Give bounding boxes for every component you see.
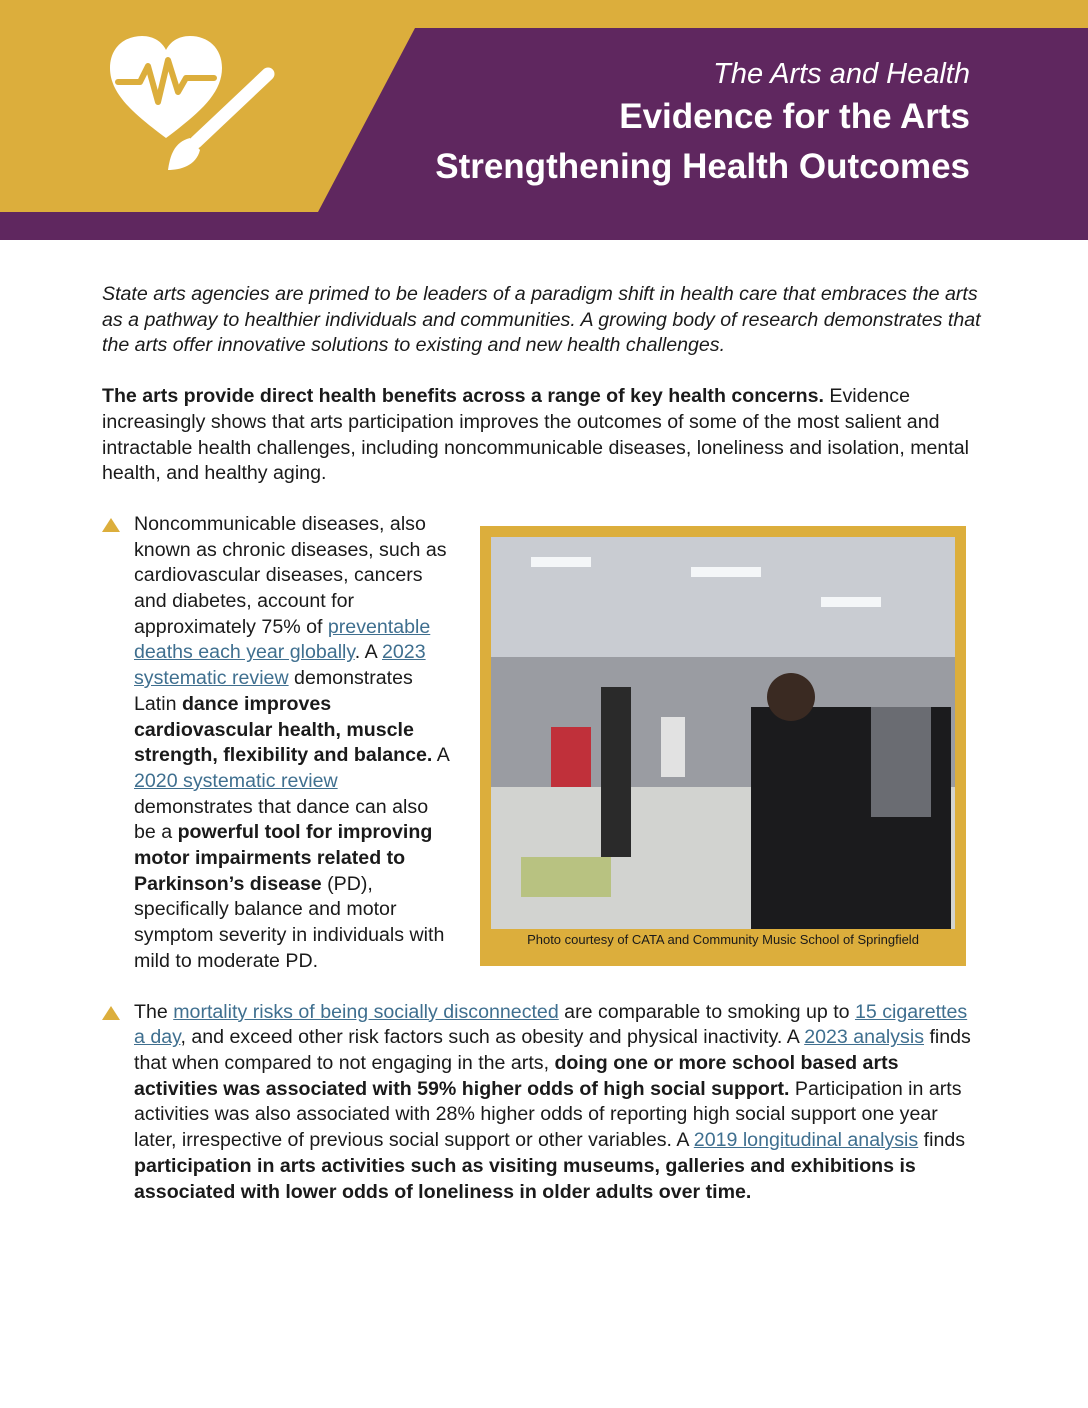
link-2023-systematic-review[interactable]: 2023 systematic review bbox=[134, 641, 426, 690]
bullet2-bold: doing one or more school based arts activities was associated with 59% higher odds of high social support. bbox=[134, 1051, 899, 1100]
bullet2-text: The bbox=[134, 1000, 174, 1023]
list-item bbox=[102, 512, 982, 975]
bullet2-text: , and exceed other risk factors such as obesity and physical inactivity. A bbox=[180, 1026, 805, 1049]
link-preventable-deaths[interactable]: preventable deaths each year globally bbox=[134, 615, 431, 664]
header-titles bbox=[435, 56, 970, 192]
bullet2-text: finds that when compared to not engaging in the arts, bbox=[134, 1026, 971, 1074]
link-2023-analysis[interactable]: 2023 analysis bbox=[804, 1026, 925, 1049]
bullet1-text: (PD), specifically balance and motor symptom severity in individuals with mild to moderate PD. bbox=[134, 872, 445, 972]
bullet2-text: finds bbox=[918, 1129, 966, 1152]
triangle-bullet-icon bbox=[102, 518, 120, 532]
photo-caption: Photo courtesy of CATA and Community Music School of Springfield bbox=[527, 932, 919, 948]
list-item bbox=[102, 1000, 982, 1206]
bullet1-text: demonstrates Latin bbox=[134, 667, 413, 715]
triangle-bullet-icon bbox=[102, 1006, 120, 1020]
lead-paragraph bbox=[102, 384, 982, 487]
lead-text: Evidence increasingly shows that arts participation improves the outcomes of some of the most salient and intractable health challenges, including noncommunicable diseases, loneliness and isolation, mental health, and healthy aging. bbox=[102, 385, 970, 485]
link-15-cigarettes[interactable]: 15 cigarettes a day bbox=[134, 1000, 968, 1049]
link-2019-longitudinal-analysis[interactable]: 2019 longitudinal analysis bbox=[693, 1129, 919, 1152]
bullet1-bold: powerful tool for improving motor impairments related to Parkinson’s disease bbox=[134, 821, 433, 895]
bullet2-text: are comparable to smoking up to bbox=[558, 1000, 855, 1023]
main-content bbox=[102, 282, 982, 1230]
bullet2-bold: participation in arts activities such as visiting museums, galleries and exhibitions is associated with lower odds of loneliness in older adults over time. bbox=[134, 1154, 916, 1203]
bullet1-text: . A bbox=[354, 641, 383, 664]
document-title-line2: Strengthening Health Outcomes bbox=[435, 147, 970, 186]
heart-pulse-paintbrush-icon bbox=[104, 30, 276, 180]
bullet1-text: Noncommunicable diseases, also known as chronic diseases, such as cardiovascular diseases, cancers and diabetes, account for approximately 75% of bbox=[134, 512, 447, 638]
intro-paragraph: State arts agencies are primed to be leaders of a paradigm shift in health care that embraces the arts as a pathway to healthier individuals and communities. A growing body of research demonstrates that the arts offer innovative solutions to existing and new health challenges. bbox=[102, 283, 981, 357]
lead-bold: The arts provide direct health benefits across a range of key health concerns. bbox=[102, 385, 824, 408]
bullet-list bbox=[102, 512, 982, 1205]
bullet1-bold: dance improves cardiovascular health, muscle strength, flexibility and balance. bbox=[134, 692, 433, 767]
document-subtitle: The Arts and Health bbox=[713, 58, 970, 90]
document-title-line1: Evidence for the Arts bbox=[619, 97, 970, 136]
bullet1-text: demonstrates that dance can also be a bbox=[134, 795, 429, 844]
bullet2-text: Participation in arts activities was also associated with 28% higher odds of reporting high social support one year later, irrespective of previous social support or other variables. A bbox=[134, 1077, 962, 1152]
link-2020-systematic-review[interactable]: 2020 systematic review bbox=[134, 769, 338, 792]
link-mortality-risks[interactable]: mortality risks of being socially disconnected bbox=[173, 1000, 559, 1023]
bullet1-text: A bbox=[432, 744, 449, 767]
